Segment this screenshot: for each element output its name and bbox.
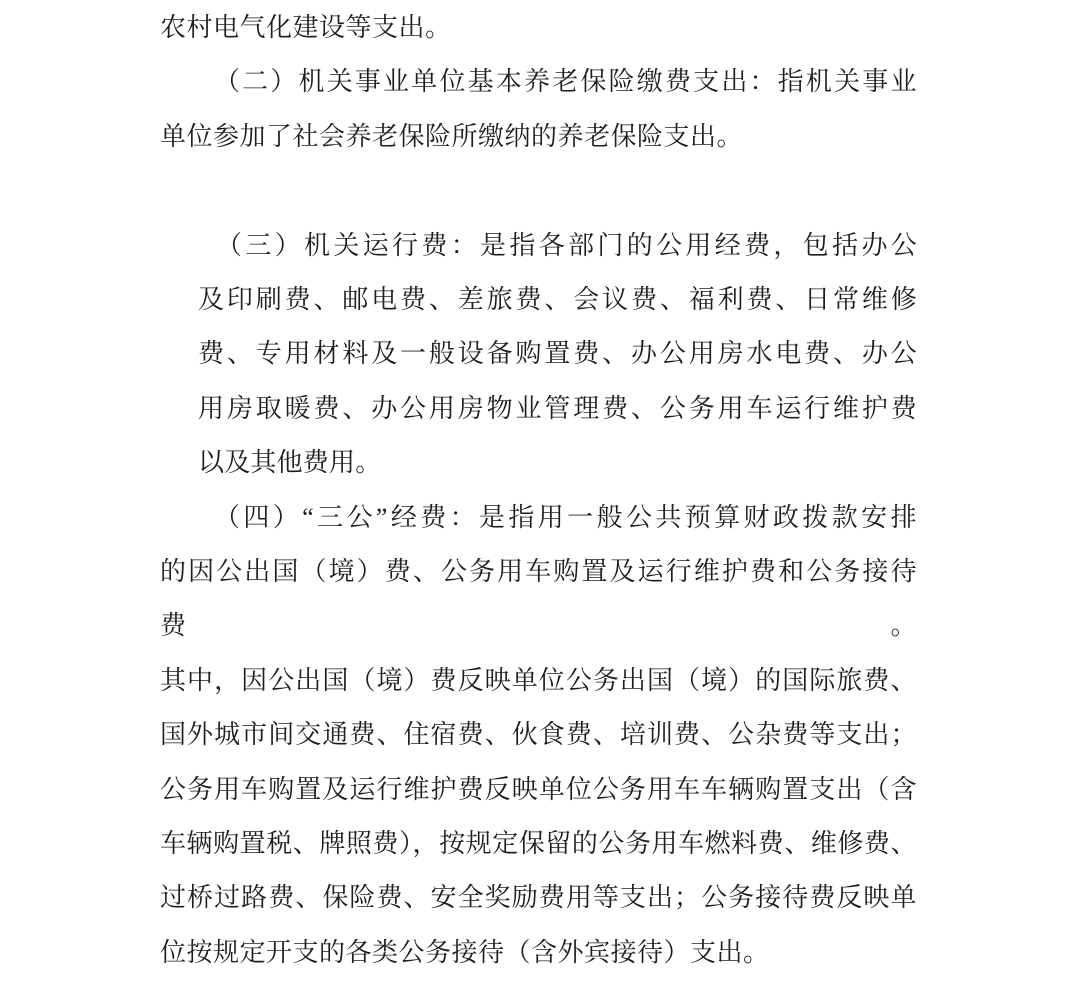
text-line: 过桥过路费、保险费、安全奖励费用等支出；公务接待费反映单 (160, 883, 917, 913)
text-line: 用房取暖费、办公用房物业管理费、公务用车运行维护费 (198, 393, 917, 423)
text-line: 车辆购置税、牌照费），按规定保留的公务用车燃料费、维修费、 (160, 829, 917, 859)
text-line: 单位参加了社会养老保险所缴纳的养老保险支出。 (160, 121, 744, 151)
text-block (160, 1, 917, 980)
paragraph-item-4-three-public-funds (160, 491, 917, 981)
text-line: 农村电气化建设等支出。 (160, 13, 452, 42)
paragraph-item-3-operating-costs (198, 219, 917, 491)
text-line: 其中，因公出国（境）费反映单位公务出国（境）的国际旅费、 (160, 665, 917, 695)
paragraph-intro-tail (160, 1, 917, 55)
text-line: 国外城市间交通费、住宿费、伙食费、培训费、公杂费等支出； (160, 720, 917, 750)
text-line: 及印刷费、邮电费、差旅费、会议费、福利费、日常维修 (198, 285, 917, 315)
text-line: 位按规定开支的各类公务接待（含外宾接待）支出。 (160, 937, 770, 967)
text-line: 公务用车购置及运行维护费反映单位公务用车车辆购置支出（含 (160, 774, 917, 804)
text-line: （二）机关事业单位基本养老保险缴费支出：指机关事业 (214, 67, 917, 97)
text-line: 的因公出国（境）费、公务用车购置及运行维护费和公务接待费。 (160, 557, 917, 641)
text-line: 以及其他费用。 (198, 448, 382, 478)
text-line: （三）机关运行费：是指各部门的公用经费，包括办公 (216, 230, 917, 260)
text-line: （四）“三公”经费：是指用一般公共预算财政拨款安排 (214, 502, 917, 532)
text-line: 费、专用材料及一般设备购置费、办公用房水电费、办公 (198, 339, 917, 369)
paragraph-item-2-pension (160, 55, 917, 164)
paragraph-spacer (160, 164, 917, 218)
